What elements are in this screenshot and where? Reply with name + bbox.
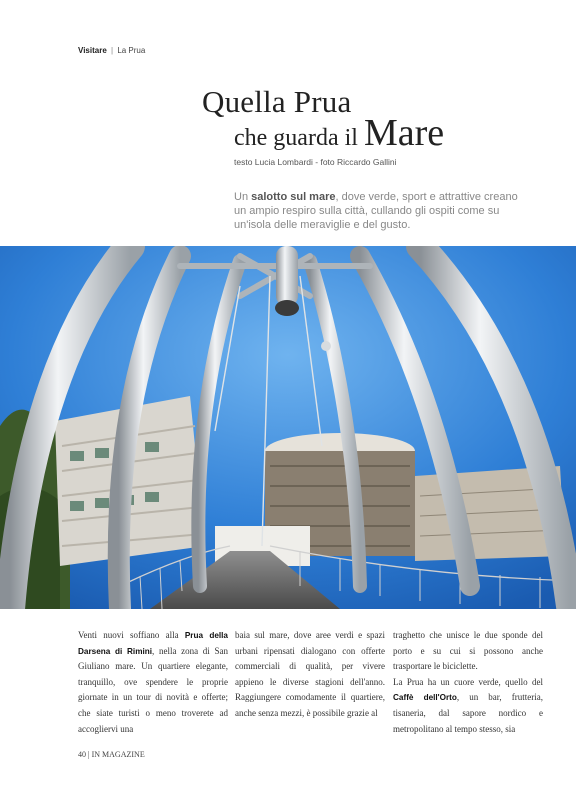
col1-text-b: , nella zona di San Giuliano mare. Un quartiere elegante, tranquillo, ove spendere le proprie giornate in un tour di novità e offerte; che siate turisti o meno troverete ad accogliervi una: [78, 645, 228, 734]
col2-text-a: baia sul mare, dove aree verdi e spazi urbani ripensati dialogano con offerte commerciali di qualità, per vivere appieno le diverse stagioni dell'anno. Raggiungere comodamente il quartiere, anche senza mezzi, è possibile grazie al: [235, 630, 385, 718]
byline: testo Lucia Lombardi - foto Riccardo Gallini: [234, 157, 397, 167]
section-name: Visitare: [78, 46, 107, 55]
lead-bold: salotto sul mare: [251, 191, 336, 203]
page-footer: 40 | IN MAGAZINE: [78, 750, 145, 759]
col1-paragraph: [78, 628, 228, 737]
body-column-1: [78, 628, 228, 737]
lead-pre: Un: [234, 191, 252, 203]
lead-paragraph: [234, 190, 524, 232]
col1-text-a: Venti nuovi soffiano alla: [78, 630, 185, 640]
lead-post: , dove verde, sport e attrattive creano un ampio respiro sulla città, cullando gli ospiti come su un'isola delle meraviglie e del gusto.: [234, 191, 518, 231]
body-column-3: [393, 628, 543, 737]
article-title-line2-text: che guarda il: [234, 125, 364, 151]
article-title-big-word: Mare: [363, 112, 445, 154]
subsection-name: La Prua: [117, 46, 146, 55]
col3-bold: Caffè dell'Orto: [393, 693, 457, 703]
col3-paragraph-1: traghetto che unisce le due sponde del porto e su cui si possono anche trasportare le biciclette.: [393, 630, 543, 672]
section-separator: |: [111, 46, 114, 55]
col1-bold: Prua della Darsena di Rimini: [78, 631, 228, 656]
article-title-line2: [234, 114, 444, 152]
section-label: [78, 46, 145, 55]
body-column-2: [235, 628, 385, 722]
article-title-line1: Quella Prua: [202, 84, 352, 119]
feature-photo: [0, 246, 576, 609]
col3-paragraph-2: [393, 675, 543, 737]
col3-text-b: , un bar, frutteria, tisaneria, dal sapore nordico e metropolitano al tempo stesso, sia: [393, 692, 543, 734]
photo-prua-structure: [0, 246, 576, 609]
col3-text-a: La Prua ha un cuore verde, quello del: [393, 676, 543, 687]
col2-paragraph: [235, 628, 385, 722]
